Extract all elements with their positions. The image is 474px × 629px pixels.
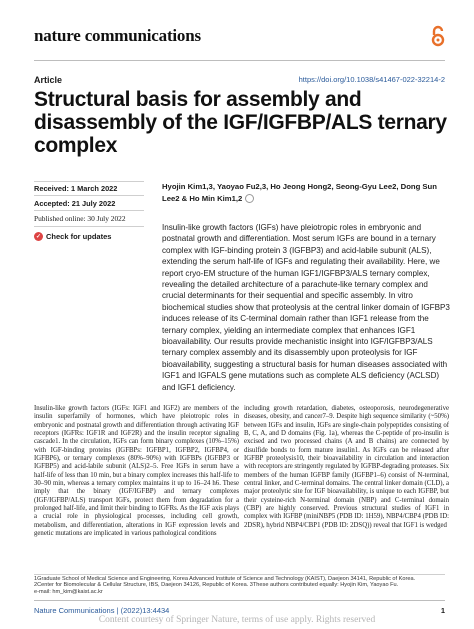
doi-link[interactable]: https://doi.org/10.1038/s41467-022-32214-2 [298, 75, 445, 84]
body-column-left: Insulin-like growth factors (IGFs: IGF1 and IGF2) are members of the insulin superfamily of hormones, which have pleiotropic roles in embryonic and postnatal growth and differentiation through activating IGF receptors (IGFRs: IGF1R and IGF2R) and the insulin receptor signaling cascade1. In the circulation, IGFs can form binary complexes (10%–15%) with IGF-binding proteins (IGFBPs: IGFBP1, IGFBP2, IGFBP4, or IGFBP6), or ternary complexes (80%–90%) with IGFBPs (IGFBP3 or IGFBP5) and acid-labile subunit (ALS)2–5. Free IGFs in serum have a half-life of less than 10 min, but a binary complex increases this half-life to 30–90 min, whereas a ternary complex maintains it up to 16–24 h6. These imply that the binary (IGF/IGFBP) and ternary complexes (IGF/IGFBP/ALS) transport IGFs, protect them from degradation for a prolonged half-life, and limit their binding to IGFRs. As the IGF axis plays a crucial role in physiological processes, including cell growth, metabolism, and differentiation, alterations in IGF expression levels and genetic mutations are implicated in various pathological conditions [34, 405, 239, 538]
journal-name: nature communications [34, 26, 201, 45]
received-date: Received: 1 March 2022 [34, 184, 118, 193]
meta-divider [34, 226, 144, 227]
update-icon: ✓ [35, 234, 42, 240]
page-number: 1 [440, 606, 445, 615]
meta-divider [34, 210, 144, 211]
accepted-date: Accepted: 21 July 2022 [34, 199, 116, 208]
footer-citation: Nature Communications | (2022)13:4434 [34, 606, 170, 615]
body-column-right: including growth retardation, diabetes, osteoporosis, neurodegenerative diseases, obesity, and cancer7–9. Despite high sequence similarity (~50%) between IGFs and insulin, IGFs are single-chain polypeptides consisting of B, C, A, and D domains (Fig. 1a), whereas the C-peptide of pro-insulin is excised and two processed chains (A and B chains) are connected by disulfide bonds to form mature insulin1. As IGFs can be released after IGFBP proteolysis10, their bioavailability in circulation and interaction with receptors are stringently regulated by IGFBP-degrading proteases. Six members of the human IGFBP family (IGFBP1–6) consist of N-terminal, central linker, and C-terminal domains. The central linker domain (CLD), a major proteolytic site for IGF bioavailability, is unique to each IGFBP, but their cysteine-rich N-terminal domain (NBP) and C-terminal domain (CBP) are highly conserved. Previous structural studies of IGF1 in complex with IGFBP (miniNBP5 (PDB ID: 1H59), NBP4/CBP4 (PDB ID: 2DSR), hybrid NBP4/CBP1 (PDB ID: 2DSQ)) reveal that IGF1 is wedged [244, 405, 449, 529]
affiliation-1: 1Graduate School of Medical Science and Engineering, Korea Advanced Institute of Science and Technology (KAIST), Daejeon 34141, Republic of Korea. [34, 576, 416, 582]
meta-divider [34, 195, 144, 196]
check-updates-label: Check for updates [46, 232, 112, 241]
orcid-icon[interactable] [245, 194, 254, 203]
article-title: Structural basis for assembly and disassembly of the IGF/IGFBP/ALS ternary complex [34, 88, 447, 157]
courtesy-watermark: Content courtesy of Springer Nature, terms of use apply. Rights reserved [98, 615, 376, 625]
abstract: Insulin-like growth factors (IGFs) have pleiotropic roles in embryonic and postnatal growth and differentiation. Most serum IGFs are bound in a ternary complex with IGF-binding protein 3 (IGFBP3) and acid-labile subunit (ALS), extending the serum half-life of IGFs and regulating their availability. Here, we report cryo-EM structure of the human IGF1/IGFBP3/ALS ternary complex, revealing the detailed architecture of a parachute-like ternary complex and crucial determinants for their sequential and specific assembly. In vitro biochemical studies show that proteolysis at the central linker domain of IGFBP3 induces release of its C-terminal domain rather than IGF1 release from the ternary complex, yielding an intermediate complex that enhances IGF1 bioavailability. Our results provide mechanistic insight into IGF/IGFBP3/ALS ternary complex assembly and its disassembly upon proteolysis for IGF bioavailability, suggesting a structural basis for human diseases associated with IGF1 and IGFALS gene mutations such as complete ALS deficiency (ACLSD) and IGF1 deficiency. [162, 223, 450, 392]
authors-text: Hyojin Kim1,3, Yaoyao Fu2,3, Ho Jeong Hong2, Seong-Gyu Lee2, Dong Sun Lee2 & Ho Min Kim1,2 [162, 182, 437, 203]
footer-divider [34, 600, 445, 601]
header-divider [34, 60, 445, 61]
check-for-updates-button[interactable] [34, 232, 111, 241]
corresponding-email[interactable]: e-mail: hm_kim@kaist.ac.kr [34, 588, 103, 595]
affiliation-2: 2Center for Biomolecular & Cellular Structure, IBS, Daejeon 34126, Republic of Korea. 3These authors contributed equally: Hyojin Kim, Yaoyao Fu. [34, 582, 399, 589]
footnotes [34, 576, 444, 595]
author-list [162, 181, 452, 204]
published-date: Published online: 30 July 2022 [34, 214, 126, 223]
meta-divider [34, 181, 144, 182]
article-type: Article [34, 75, 63, 85]
footnote-divider [34, 574, 445, 575]
open-access-icon [431, 25, 445, 47]
